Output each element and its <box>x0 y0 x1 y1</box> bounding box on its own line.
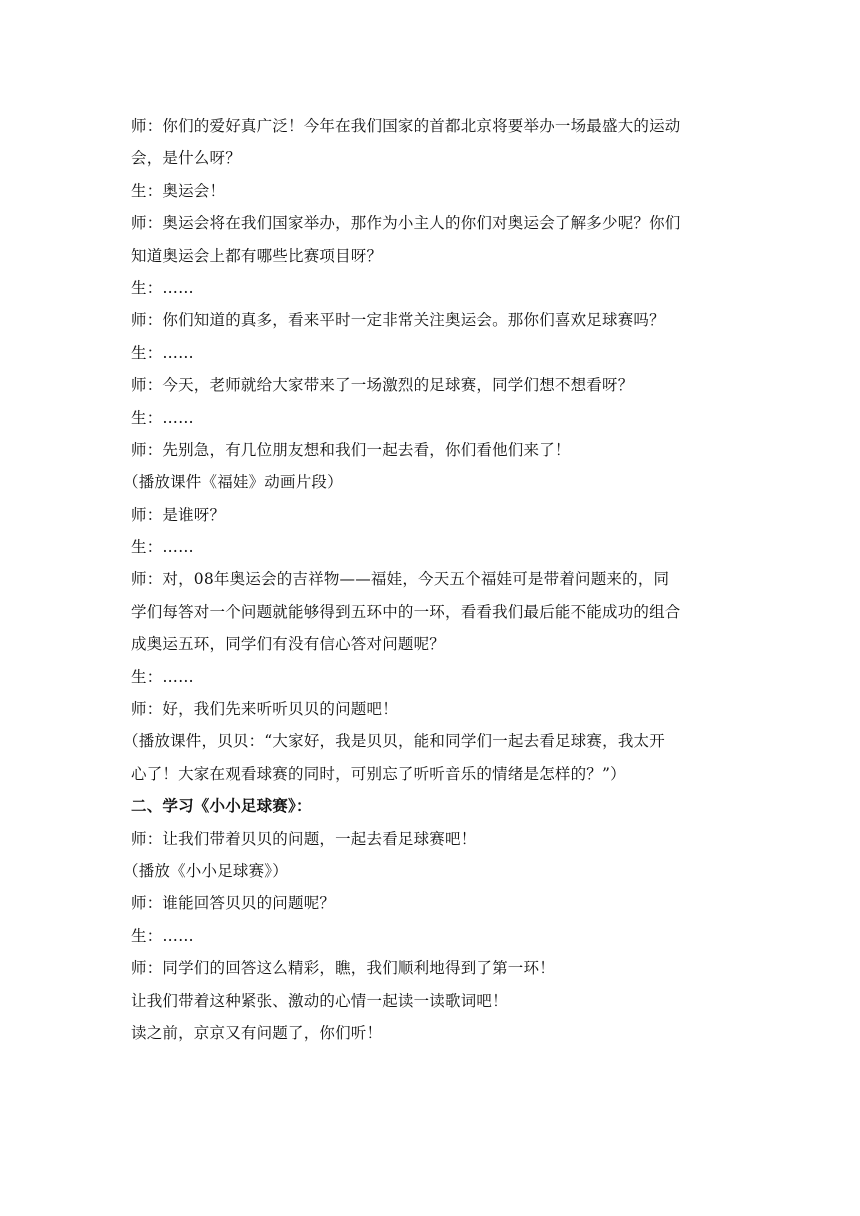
section-heading: 二、学习《小小足球赛》： <box>131 796 312 816</box>
text-line: 读之前，京京又有问题了，你们听！ <box>131 1023 383 1042</box>
text-line: 生：…… <box>131 538 194 557</box>
text-line: 师：对，08年奥运会的吉祥物——福娃，今天五个福娃可是带着问题来的，同 <box>131 570 670 589</box>
text-line: 会，是什么呀？ <box>131 149 241 168</box>
text-line: 心了！大家在观看球赛的同时，可别忘了听听音乐的情绪是怎样的？”） <box>131 764 626 783</box>
stage-direction: （播放课件，贝贝：“大家好，我是贝贝，能和同学们一起去看足球赛，我太开 <box>123 732 665 751</box>
text-line: 师：奥运会将在我们国家举办，那作为小主人的你们对奥运会了解多少呢？你们 <box>131 214 681 233</box>
stage-direction: （播放课件《福娃》动画片段） <box>123 473 343 492</box>
text-line: 师：今天，老师就给大家带来了一场激烈的足球赛，同学们想不想看呀？ <box>131 376 634 395</box>
text-line: 生：…… <box>131 408 194 427</box>
text-line: 师：你们的爱好真广泛！今年在我们国家的首都北京将要举办一场最盛大的运动 <box>131 117 681 135</box>
text-line: 成奥运五环，同学们有没有信心答对问题呢？ <box>131 635 446 654</box>
text-line: 学们每答对一个问题就能够得到五环中的一环，看看我们最后能不能成功的组合 <box>131 602 681 621</box>
text-line: 生：奥运会！ <box>131 181 226 200</box>
text-line: 师：谁能回答贝贝的问题呢？ <box>131 894 336 913</box>
document-body <box>123 110 731 1049</box>
text-line: 生：…… <box>131 278 194 297</box>
text-line: 知道奥运会上都有哪些比赛项目呀？ <box>131 246 383 265</box>
text-line: 师：你们知道的真多，看来平时一定非常关注奥运会。那你们喜欢足球赛吗？ <box>131 311 665 330</box>
text-line: 生：…… <box>131 926 194 945</box>
text-line: 生：…… <box>131 343 194 362</box>
text-line: 师：是谁呀？ <box>131 505 226 524</box>
text-line: 师：先别急，有几位朋友想和我们一起去看，你们看他们来了！ <box>131 440 571 459</box>
stage-direction: （播放《小小足球赛》） <box>123 861 288 880</box>
text-line: 师：好，我们先来听听贝贝的问题吧！ <box>131 700 398 719</box>
text-line: 让我们带着这种紧张、激动的心情一起读一读歌词吧！ <box>131 991 508 1010</box>
text-line: 师：同学们的回答这么精彩，瞧，我们顺利地得到了第一环！ <box>131 959 555 978</box>
text-line: 师：让我们带着贝贝的问题，一起去看足球赛吧！ <box>131 829 477 848</box>
text-line: 生：…… <box>131 667 194 686</box>
